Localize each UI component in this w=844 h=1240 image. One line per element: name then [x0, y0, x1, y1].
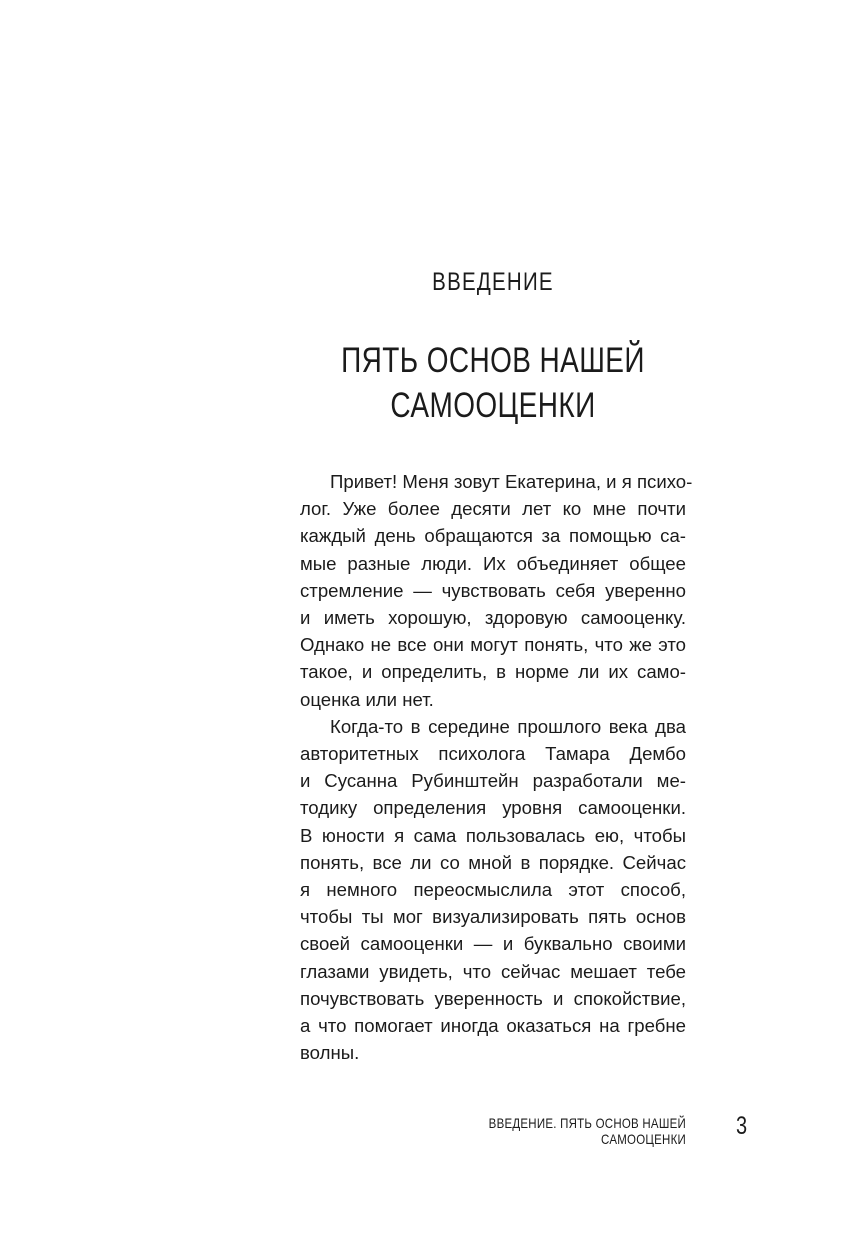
- body-text: [300, 468, 693, 1066]
- text-line: стремление — чувствовать себя уверенно: [300, 579, 686, 601]
- text-line: такое, и определить, в норме ли их само-: [300, 661, 686, 683]
- chapter-title-line: САМООЦЕНКИ: [390, 386, 596, 425]
- chapter-title-line: ПЯТЬ ОСНОВ НАШЕЙ: [341, 341, 645, 380]
- text-line: глазами увидеть, что сейчас мешает тебе: [300, 960, 686, 982]
- text-line: Когда-то в середине прошлого века два: [330, 715, 686, 737]
- text-line: авторитетных психолога Тамара Дембо: [300, 743, 686, 765]
- text-line: лог. Уже более десяти лет ко мне почти: [300, 498, 686, 520]
- text-line: волны.: [300, 1042, 360, 1064]
- text-line: мые разные люди. Их объединяет общее: [300, 552, 686, 574]
- page-number: 3: [736, 1112, 748, 1140]
- chapter-title: [307, 338, 680, 428]
- text-line: тодику определения уровня самооценки.: [300, 797, 686, 819]
- text-line: В юности я сама пользовалась ею, чтобы: [300, 824, 686, 846]
- running-head: ВВЕДЕНИЕ. ПЯТЬ ОСНОВ НАШЕЙ САМООЦЕНКИ: [488, 1115, 686, 1147]
- text-line: а что помогает иногда оказаться на гребне: [300, 1015, 686, 1037]
- text-line: почувствовать уверенность и спокойствие,: [300, 987, 686, 1009]
- text-line: понять, все ли со мной в порядке. Сейчас: [300, 851, 686, 873]
- text-line: и иметь хорошую, здоровую самооценку.: [300, 607, 686, 629]
- text-line: я немного переосмыслила этот способ,: [300, 879, 686, 901]
- paragraph-1: [300, 468, 693, 713]
- text-line: оценка или нет.: [300, 688, 434, 710]
- paragraph-2: [300, 713, 686, 1067]
- chapter-label: ВВЕДЕНИЕ: [432, 268, 554, 296]
- text-line: каждый день обращаются за помощью са-: [300, 525, 686, 547]
- text-line: своей самооценки — и буквально своими: [300, 933, 686, 955]
- text-line: Однако не все они могут понять, что же это: [300, 634, 686, 656]
- text-line: Привет! Меня зовут Екатерина, и я психо-: [330, 471, 693, 492]
- text-line: и Сусанна Рубинштейн разработали ме-: [300, 770, 686, 792]
- text-line: чтобы ты мог визуализировать пять основ: [300, 906, 686, 928]
